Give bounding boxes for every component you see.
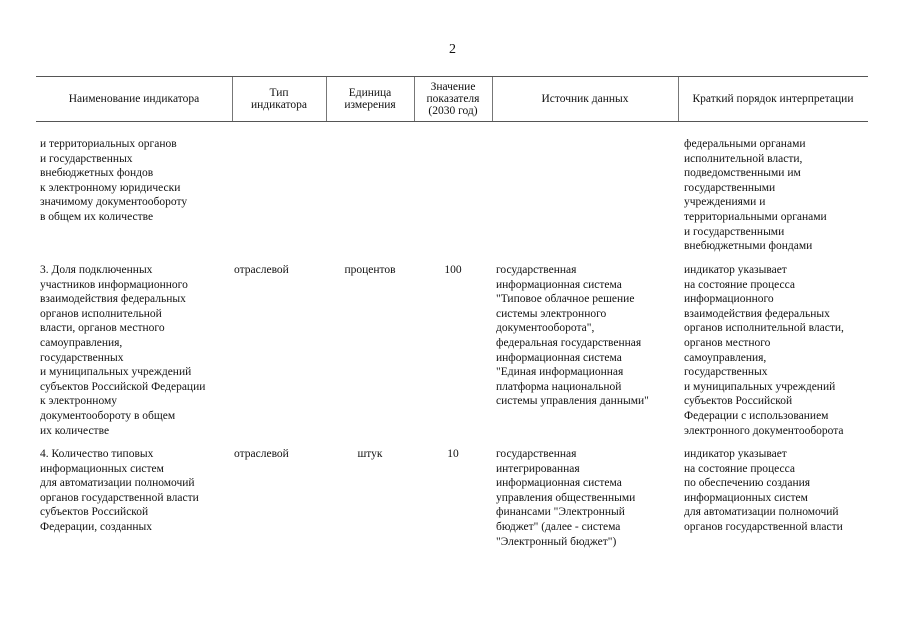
header-value-text: Значение показателя (2030 год): [426, 81, 480, 117]
cell-indicator-type: отраслевой: [234, 264, 289, 276]
cell-source: государственная информационная система "Типовое облачное решение системы электронного документооборота", федеральная государственная информационная система "Единая информационная платформа национальной системы управления данными": [496, 264, 649, 408]
cell-indicator-name: и территориальных органов и государственных внебюджетных фондов к электронному юридически значимому документообороту в общем их количестве: [40, 138, 188, 223]
cell-unit: штук: [357, 448, 383, 460]
cell-indicator-type: отраслевой: [234, 448, 289, 460]
header-interpretation-text: Краткий порядок интерпретации: [692, 93, 854, 105]
header-unit-text: Единица измерения: [344, 87, 396, 111]
cell-value: 10: [447, 448, 459, 460]
header-cell-name: [36, 77, 232, 121]
header-cell-unit: [326, 77, 414, 121]
page-number: 2: [449, 42, 456, 57]
cell-interpretation: индикатор указывает на состояние процесса информационного взаимодействия федеральных органов исполнительной власти, органов местного самоуправления, государственных и муниципальных учреждений субъектов Российской Федерации с использованием электронного документооборота: [684, 264, 844, 437]
header-cell-type: [232, 77, 326, 121]
cell-interpretation: федеральными органами исполнительной власти, подведомственными им государственными учреждениями и территориальными органами и государственными внебюджетными фондами: [684, 138, 827, 253]
cell-indicator-name: 3. Доля подключенных участников информационного взаимодействия федеральных органов исполнительной власти, органов местного самоуправления, государственных и муниципальных учреждений субъектов Российской Федерации к электронному документообороту в общем их количестве: [40, 264, 206, 437]
header-cell-source: [492, 77, 678, 121]
table-header-rule: [36, 121, 868, 122]
header-cell-interpretation: [678, 77, 868, 121]
cell-unit: процентов: [344, 264, 396, 276]
header-cell-value: [414, 77, 492, 121]
header-source-text: Источник данных: [541, 93, 629, 105]
header-type-text: Тип индикатора: [250, 87, 307, 111]
header-name-text: Наименование индикатора: [68, 93, 200, 105]
cell-indicator-name: 4. Количество типовых информационных систем для автоматизации полномочий органов государственной власти субъектов Российской Федерации, созданных: [40, 448, 199, 533]
cell-value: 100: [444, 264, 462, 276]
cell-source: государственная интегрированная информационная система управления общественными финансами "Электронный бюджет" (далее - система "Электронный бюджет"): [496, 448, 636, 548]
cell-interpretation: индикатор указывает на состояние процесса по обеспечению создания информационных систем для автоматизации полномочий органов государственной власти: [684, 448, 843, 533]
